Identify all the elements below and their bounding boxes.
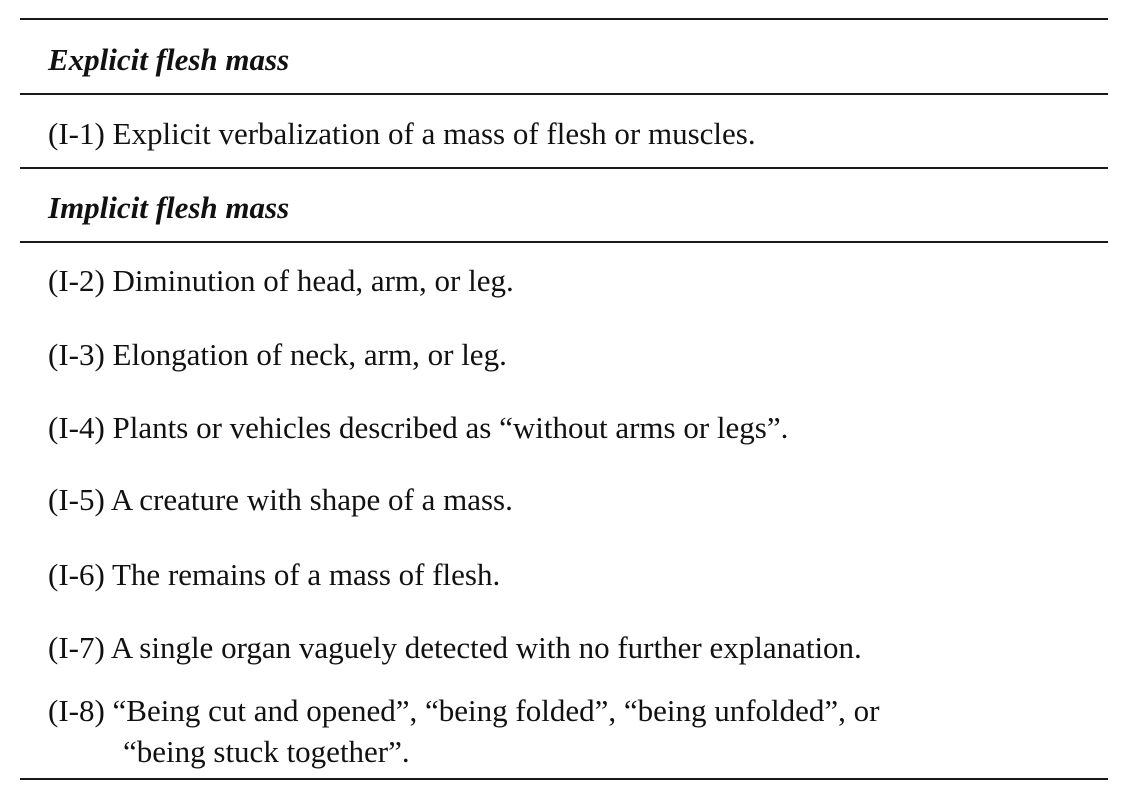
- criterion-code: (I-7): [48, 630, 105, 665]
- criterion-code: (I-4): [48, 410, 105, 445]
- section-rule: [20, 167, 1108, 169]
- criterion-code: (I-6): [48, 557, 105, 592]
- criterion-row-i1: [48, 116, 756, 152]
- criterion-text: Plants or vehicles described as “without arms or legs”.: [112, 410, 789, 445]
- criterion-code: (I-3): [48, 337, 105, 372]
- criterion-code: (I-8): [48, 693, 105, 728]
- bottom-rule: [20, 778, 1108, 780]
- criterion-row-i2: [48, 263, 514, 299]
- criterion-text: Explicit verbalization of a mass of flesh or muscles.: [112, 116, 756, 151]
- criterion-row-i8: [48, 693, 880, 729]
- criterion-row-i6: [48, 557, 500, 593]
- criterion-text: A single organ vaguely detected with no further explanation.: [110, 630, 862, 665]
- top-rule: [20, 18, 1108, 20]
- heading-rule: [20, 241, 1108, 243]
- section-heading-explicit: Explicit flesh mass: [48, 42, 290, 77]
- criterion-row-i5: [48, 482, 513, 518]
- section-heading-implicit: Implicit flesh mass: [48, 190, 290, 225]
- criterion-code: (I-2): [48, 263, 105, 298]
- criterion-text: “Being cut and opened”, “being folded”, “being unfolded”, or: [112, 693, 880, 728]
- criterion-text: Elongation of neck, arm, or leg.: [112, 337, 507, 372]
- criterion-text: Diminution of head, arm, or leg.: [112, 263, 514, 298]
- criterion-code: (I-1): [48, 116, 105, 151]
- criterion-text: The remains of a mass of flesh.: [112, 557, 501, 592]
- heading-rule: [20, 93, 1108, 95]
- criterion-row-i3: [48, 337, 507, 373]
- criterion-text-continuation: “being stuck together”.: [123, 734, 410, 769]
- criterion-text: A creature with shape of a mass.: [110, 482, 513, 517]
- criterion-code: (I-5): [48, 482, 105, 517]
- criterion-row-i7: [48, 630, 862, 666]
- criterion-row-i4: [48, 410, 788, 446]
